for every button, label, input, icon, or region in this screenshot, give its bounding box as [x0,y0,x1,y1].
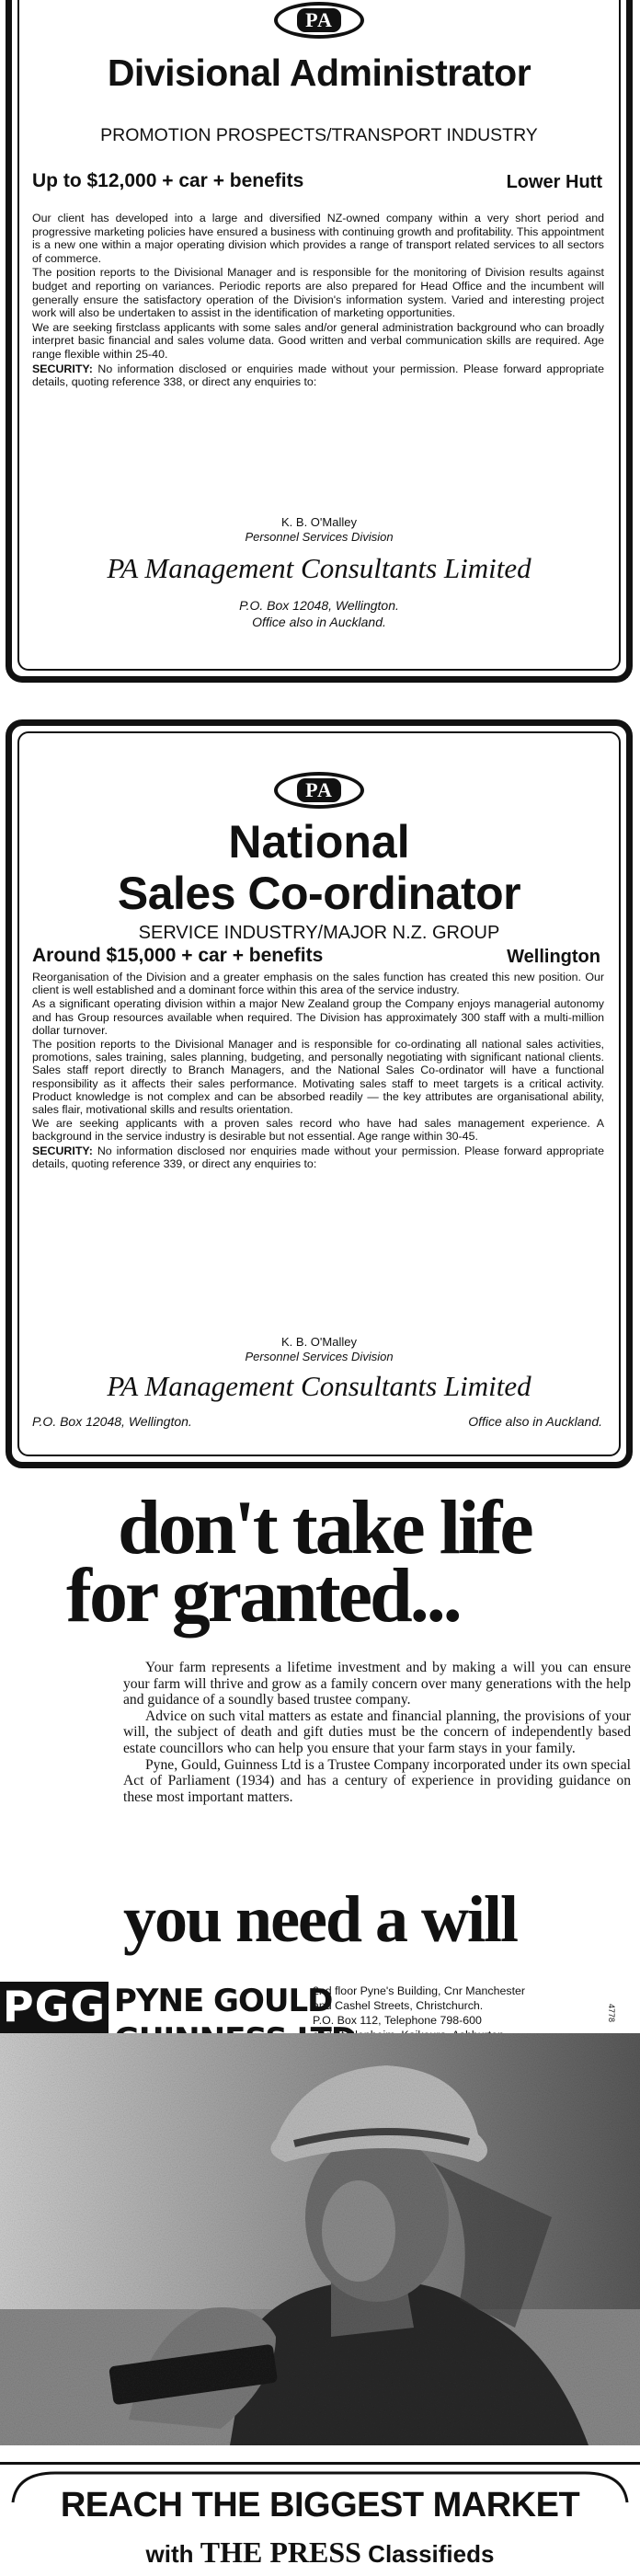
paragraph: Advice on such vital matters as estate and financial planning, the provisions of your will, the subject of death and gift duties must be the concern of independently based estate councillors who can help you ensure that your farm stays in your family. [123,1708,631,1756]
paragraph: We are seeking applicants with a proven sales record who have had sales management experience. A background in the service industry is desirable but not essential. Age range within 30-45. [32,1117,604,1144]
contact-name: K. B. O'Malley [281,1335,357,1349]
farmer-photo [0,2033,640,2445]
salary: Around $15,000 + car + benefits [32,945,324,966]
banner-divider [0,2462,640,2465]
pa-logo: PA [274,772,364,809]
company-name: PA Management Consultants Limited [107,552,531,584]
ad-body [123,1660,631,1805]
ad-body [32,971,604,1171]
slogan: you need a will [123,1882,518,1956]
ad-divisional-administrator [6,0,633,683]
paragraph: The position reports to the Divisional Manager and is responsible for the monitoring of Division results against budget and reporting on variances. Periodic reports are also prepared for Head Office and the incumbent will generally ensure the satisfactory operation of the Division's information system. Varied and interesting project work will also be undertaken to assist in the identification of marketing opportunities. [32,266,604,320]
headline-line1: don't take life [118,1485,531,1570]
paragraph: Reorganisation of the Division and a greater emphasis on the sales function has created this new position. Our client is well established and a dominant force within this area of the service industry. [32,971,604,997]
office-note: Office also in Auckland. [468,1414,602,1429]
contact-division: Personnel Services Division [245,1350,394,1363]
pa-logo: PA [274,2,364,39]
security-note: SECURITY: No information disclosed nor enquiries made without your permission. Please forward appropriate details, quoting reference 339, or direct any enquiries to: [32,1144,604,1170]
office-note: Office also in Auckland. [252,615,386,629]
location: Wellington [507,947,600,967]
paragraph: The position reports to the Divisional Manager and is responsible for co-ordinating all national sales activities, promotions, sales training, sales planning, budgeting, and personally negotiating with significant national clients. Sales staff report directly to Branch Managers, and the National Sales Co-ordinator will have a functional responsibility as it affects their sales performance. Motivating sales staff to meet targets is a critical activity. Product knowledge is not complex and can be absorbed readily — the key attributes are organisational ability, sales flair, motivational skills and results orientation. [32,1038,604,1117]
ad-body [32,212,604,390]
paragraph: We are seeking firstclass applicants with some sales and/or general administration background who can broadly interpret basic financial and sales volume data. Good written and verbal communication skills are required. Age range flexible within 25-40. [32,320,604,361]
press-classifieds-banner [0,2462,640,2576]
pgg-logo: PGG [0,1982,109,2063]
location: Lower Hutt [506,172,602,192]
paragraph: As a significant operating division within a major New Zealand group the Company enjoys managerial autonomy and has Group resources available when required. The Division has approximately 300 staff with a multi-million dollar turnover. [32,997,604,1037]
paragraph: Our client has developed into a large and diversified NZ-owned company within a very short period and progressive marketing policies have ensured a business with continuing growth and profitability. This appointment is a new one within a major operating division which provides a range of transport related services to all sectors of commerce. [32,212,604,265]
job-subtitle: SERVICE INDUSTRY/MAJOR N.Z. GROUP [138,923,500,943]
job-title-line1: National [228,816,410,868]
address: P.O. Box 12048, Wellington. [32,1414,192,1429]
security-note: SECURITY: No information disclosed or enquiries made without your permission. Please forward appropriate details, quoting reference 338, or direct any enquiries to: [32,362,604,389]
ad-national-sales-coordinator [6,719,633,1468]
address: P.O. Box 12048, Wellington. [239,598,399,613]
job-title-line2: Sales Co-ordinator [117,868,521,919]
contact-division: Personnel Services Division [245,530,394,544]
salary: Up to $12,000 + car + benefits [32,170,304,191]
banner-line1: REACH THE BIGGEST MARKET [60,2486,580,2524]
contact-name: K. B. O'Malley [281,515,357,529]
banner-line2: with THE PRESS Classifieds [145,2536,495,2569]
paragraph: Your farm represents a lifetime investment and by making a will you can ensure your farm will thrive and grow as a family concern over many generations with the help and guidance of a soundly based trustee company. [123,1660,631,1708]
company-name: PA Management Consultants Limited [107,1370,531,1402]
side-code: 4778 [607,2004,616,2023]
company-name: PYNE GOULD [114,1983,333,2019]
farmer-image [0,2033,640,2445]
job-title: Divisional Administrator [107,52,531,94]
paragraph: Pyne, Gould, Guinness Ltd is a Trustee Company incorporated under its own special Act of Parliament (1934) and has a century of experience in providing guidance on these most important matters. [123,1756,631,1805]
headline-line2: for granted... [66,1553,460,1639]
job-subtitle: PROMOTION PROSPECTS/TRANSPORT INDUSTRY [100,125,538,145]
address-block: 2nd floor Pyne's Building, Cnr Manchester and Cashel Streets, Christchurch. P.O. Box 112, Telephone 798-600 [313,1984,526,2027]
